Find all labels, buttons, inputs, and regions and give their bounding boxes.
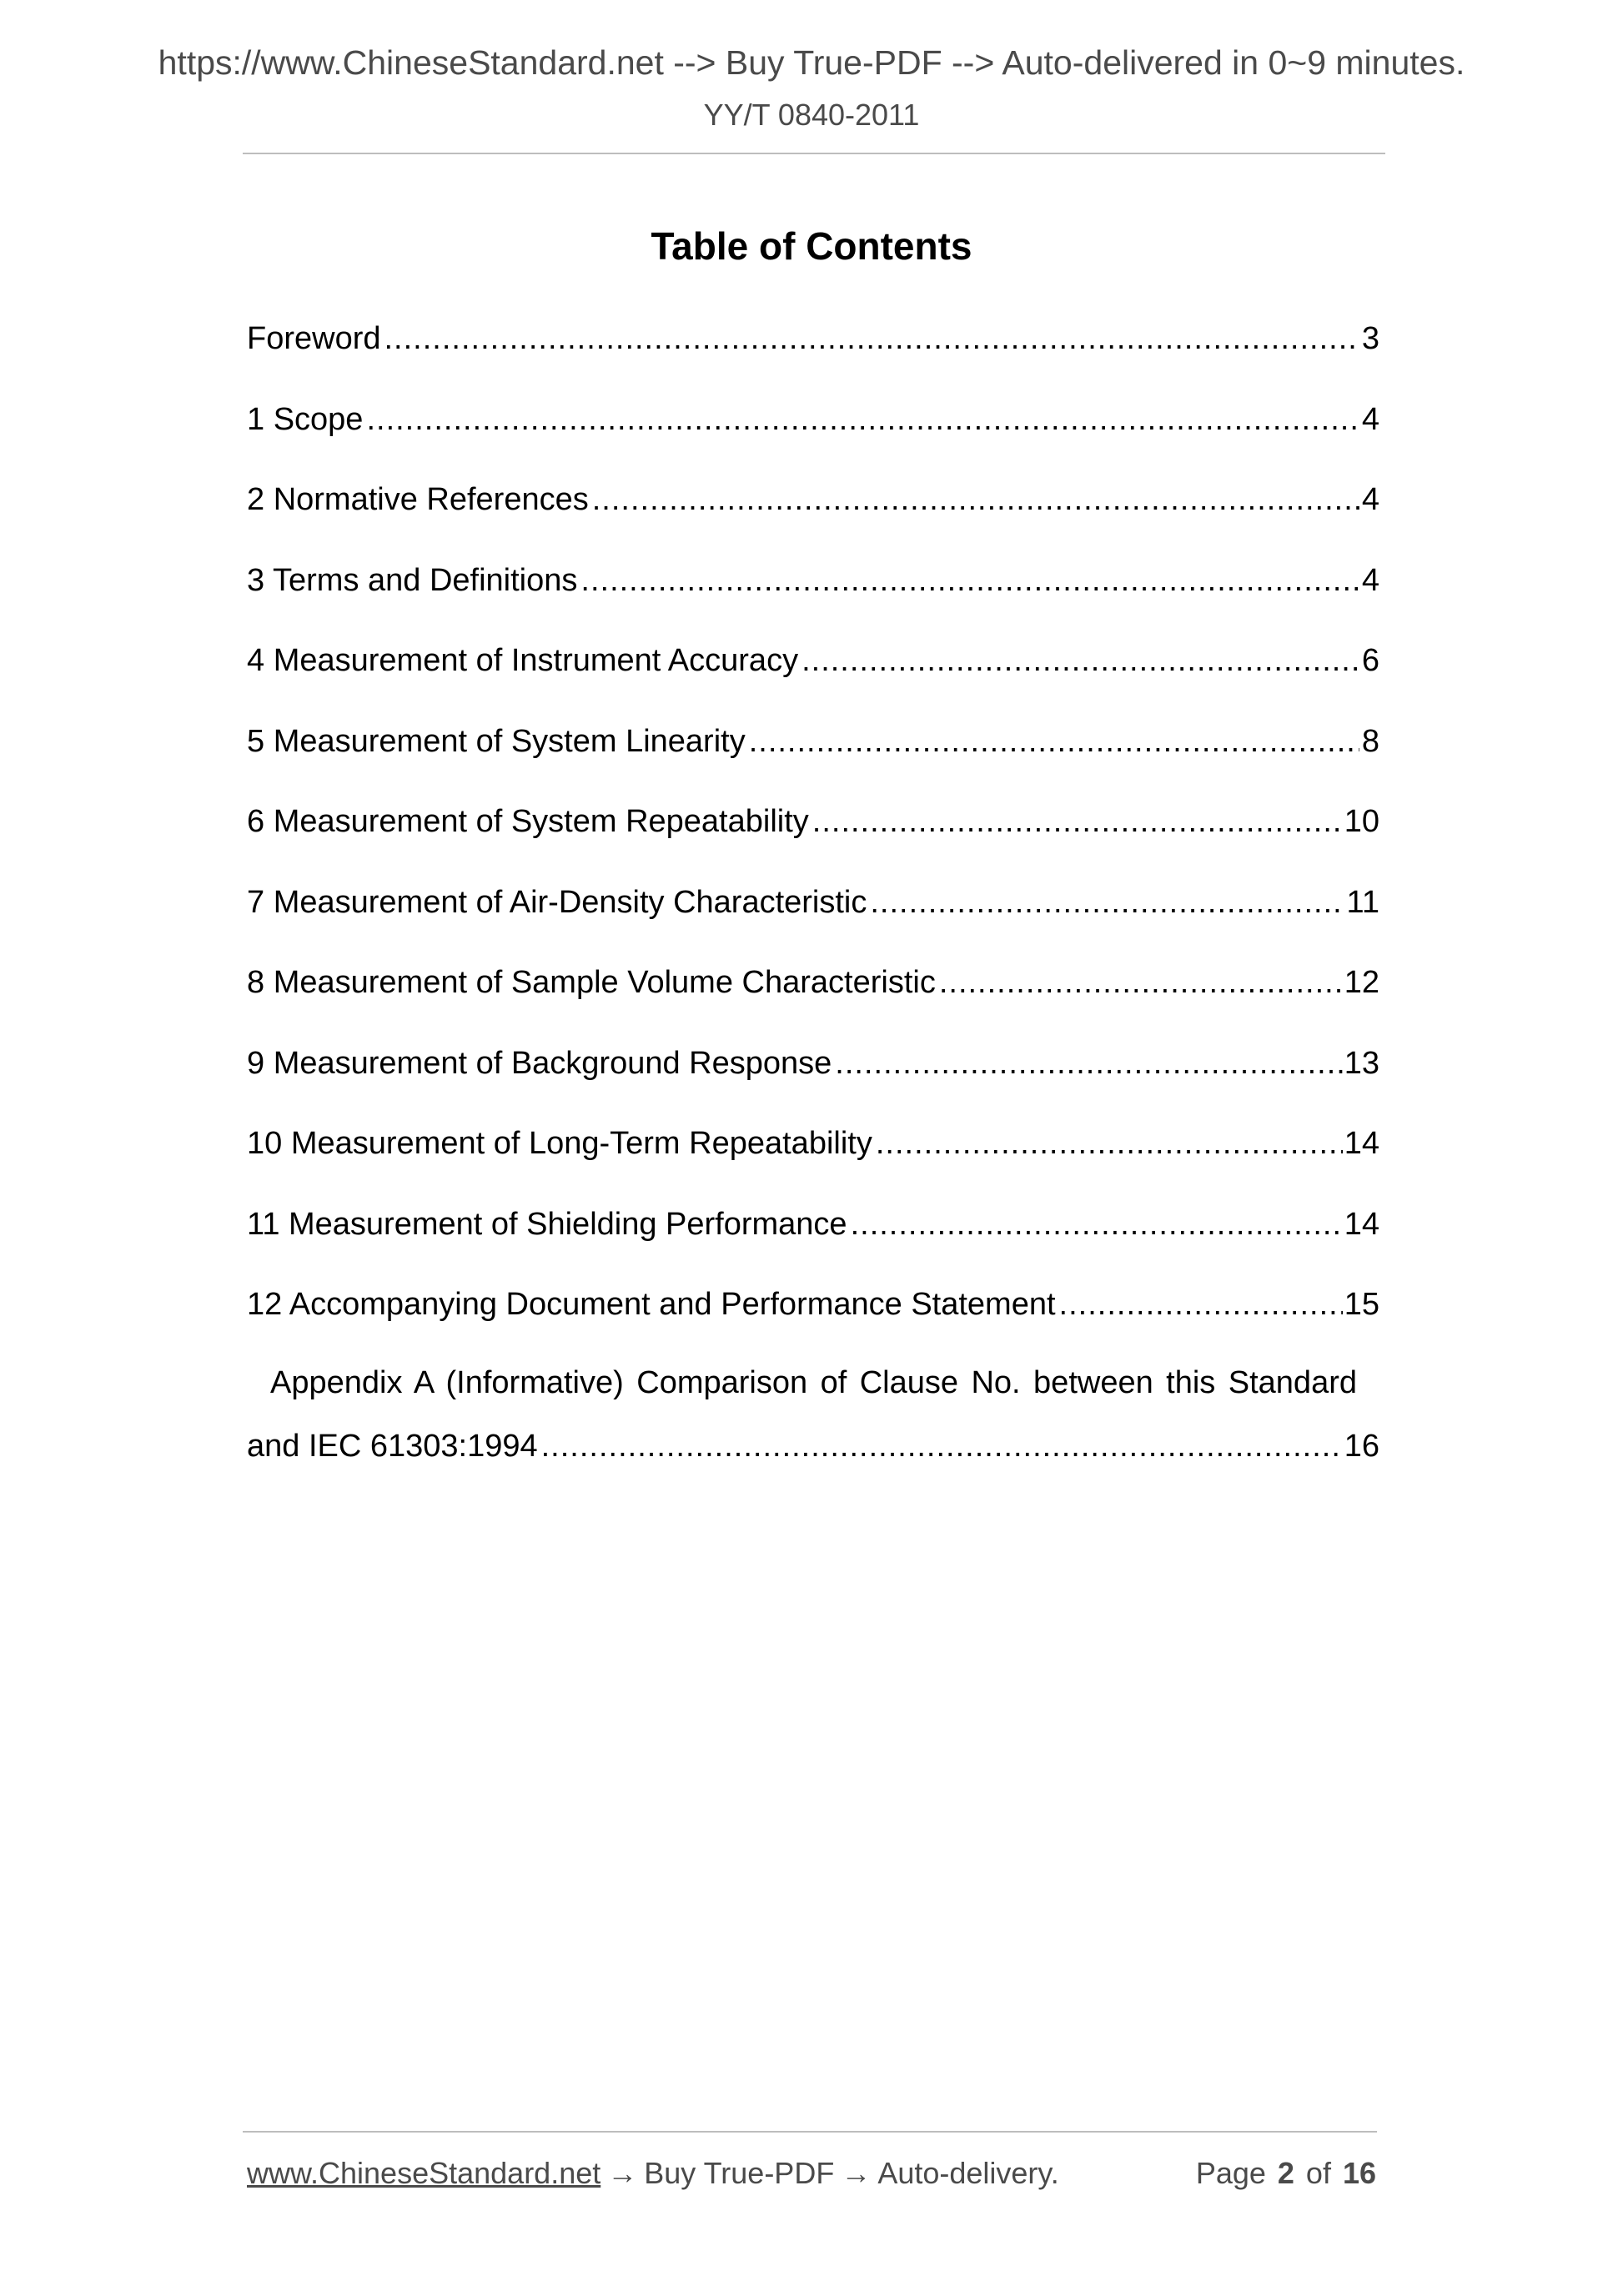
toc-entry-instrument-accuracy[interactable] xyxy=(247,637,1379,718)
footer-promo xyxy=(247,2156,1059,2191)
header-divider xyxy=(243,153,1385,154)
toc-entry-label: 12 Accompanying Document and Performance Statement xyxy=(247,1287,1056,1322)
toc-entry-page: 3 xyxy=(1361,321,1379,356)
toc-dot-leader xyxy=(876,1120,1343,1167)
total-pages-number: 16 xyxy=(1342,2156,1376,2190)
toc-entry-scope[interactable] xyxy=(247,396,1379,477)
toc-entry-appendix-a[interactable] xyxy=(247,1359,1379,1470)
toc-entry-accompanying-document[interactable] xyxy=(247,1281,1379,1362)
toc-entry-page: 4 xyxy=(1361,401,1379,437)
arrow-right-icon: → xyxy=(607,2156,638,2190)
toc-entry-label: 10 Measurement of Long-Term Repeatability xyxy=(247,1126,872,1161)
toc-entry-label: 7 Measurement of Air-Density Characteristic xyxy=(247,884,867,920)
appendix-page: 16 xyxy=(1344,1429,1379,1464)
toc-entry-foreword[interactable] xyxy=(247,315,1379,396)
toc-list xyxy=(247,315,1379,1362)
toc-entry-page: 12 xyxy=(1344,965,1379,1000)
toc-entry-terms-definitions[interactable] xyxy=(247,557,1379,638)
toc-dot-leader xyxy=(580,557,1359,604)
toc-dot-leader xyxy=(835,1040,1342,1087)
footer-delivery-text: Auto-delivery. xyxy=(877,2156,1059,2190)
toc-entry-long-term-repeatability[interactable] xyxy=(247,1120,1379,1201)
toc-dot-leader xyxy=(592,476,1359,523)
toc-entry-background-response[interactable] xyxy=(247,1040,1379,1121)
document-code: YY/T 0840-2011 xyxy=(703,98,920,132)
top-banner-url[interactable]: https://www.ChineseStandard.net --> Buy True-PDF --> Auto-delivered in 0~9 minutes. xyxy=(158,43,1465,82)
appendix-title-line2: and IEC 61303:1994 xyxy=(247,1429,538,1464)
toc-dot-leader xyxy=(1059,1281,1343,1328)
toc-dot-leader xyxy=(851,1201,1343,1248)
toc-entry-page: 10 xyxy=(1344,804,1379,839)
toc-entry-page: 8 xyxy=(1361,723,1379,759)
toc-entry-page: 15 xyxy=(1344,1287,1379,1322)
toc-dot-leader xyxy=(870,879,1344,926)
toc-entry-page: 6 xyxy=(1361,643,1379,678)
toc-entry-page: 4 xyxy=(1361,482,1379,517)
footer-buy-text: Buy True-PDF xyxy=(644,2156,835,2190)
page-word: Page xyxy=(1195,2156,1266,2190)
current-page-number: 2 xyxy=(1277,2156,1294,2190)
toc-dot-leader xyxy=(939,959,1343,1006)
toc-entry-label: 3 Terms and Definitions xyxy=(247,562,578,598)
toc-dot-leader xyxy=(801,637,1359,684)
toc-entry-page: 14 xyxy=(1344,1126,1379,1161)
toc-dot-leader xyxy=(541,1423,1343,1470)
toc-entry-system-linearity[interactable] xyxy=(247,718,1379,799)
toc-title: Table of Contents xyxy=(651,224,972,268)
toc-entry-sample-volume[interactable] xyxy=(247,959,1379,1040)
arrow-right-icon: → xyxy=(841,2156,872,2190)
toc-dot-leader xyxy=(384,315,1360,362)
of-word: of xyxy=(1305,2156,1331,2190)
toc-entry-label: Foreword xyxy=(247,321,381,356)
toc-entry-label: 5 Measurement of System Linearity xyxy=(247,723,746,759)
toc-entry-label: 2 Normative References xyxy=(247,482,589,517)
toc-dot-leader xyxy=(812,798,1343,845)
toc-entry-shielding-performance[interactable] xyxy=(247,1201,1379,1282)
toc-entry-label: 11 Measurement of Shielding Performance xyxy=(247,1206,847,1242)
toc-entry-label: 9 Measurement of Background Response xyxy=(247,1045,832,1081)
page-indicator xyxy=(1196,2156,1376,2191)
toc-entry-page: 4 xyxy=(1361,562,1379,598)
toc-entry-page: 11 xyxy=(1346,884,1379,920)
toc-dot-leader xyxy=(749,718,1359,765)
toc-entry-air-density[interactable] xyxy=(247,879,1379,960)
toc-entry-label: 6 Measurement of System Repeatability xyxy=(247,804,809,839)
footer-divider xyxy=(243,2131,1377,2133)
toc-entry-page: 13 xyxy=(1344,1045,1379,1081)
appendix-title-line1: Appendix A (Informative) Comparison of Clause No. between this Standard xyxy=(270,1365,1357,1400)
toc-dot-leader xyxy=(366,396,1359,443)
toc-entry-label: 4 Measurement of Instrument Accuracy xyxy=(247,643,799,678)
toc-entry-system-repeatability[interactable] xyxy=(247,798,1379,879)
toc-entry-label: 8 Measurement of Sample Volume Characteristic xyxy=(247,965,936,1000)
toc-entry-normative-references[interactable] xyxy=(247,476,1379,557)
footer-site-link[interactable]: www.ChineseStandard.net xyxy=(247,2156,601,2190)
toc-entry-page: 14 xyxy=(1344,1206,1379,1242)
toc-entry-label: 1 Scope xyxy=(247,401,364,437)
appendix-title-line2-row xyxy=(247,1423,1379,1470)
